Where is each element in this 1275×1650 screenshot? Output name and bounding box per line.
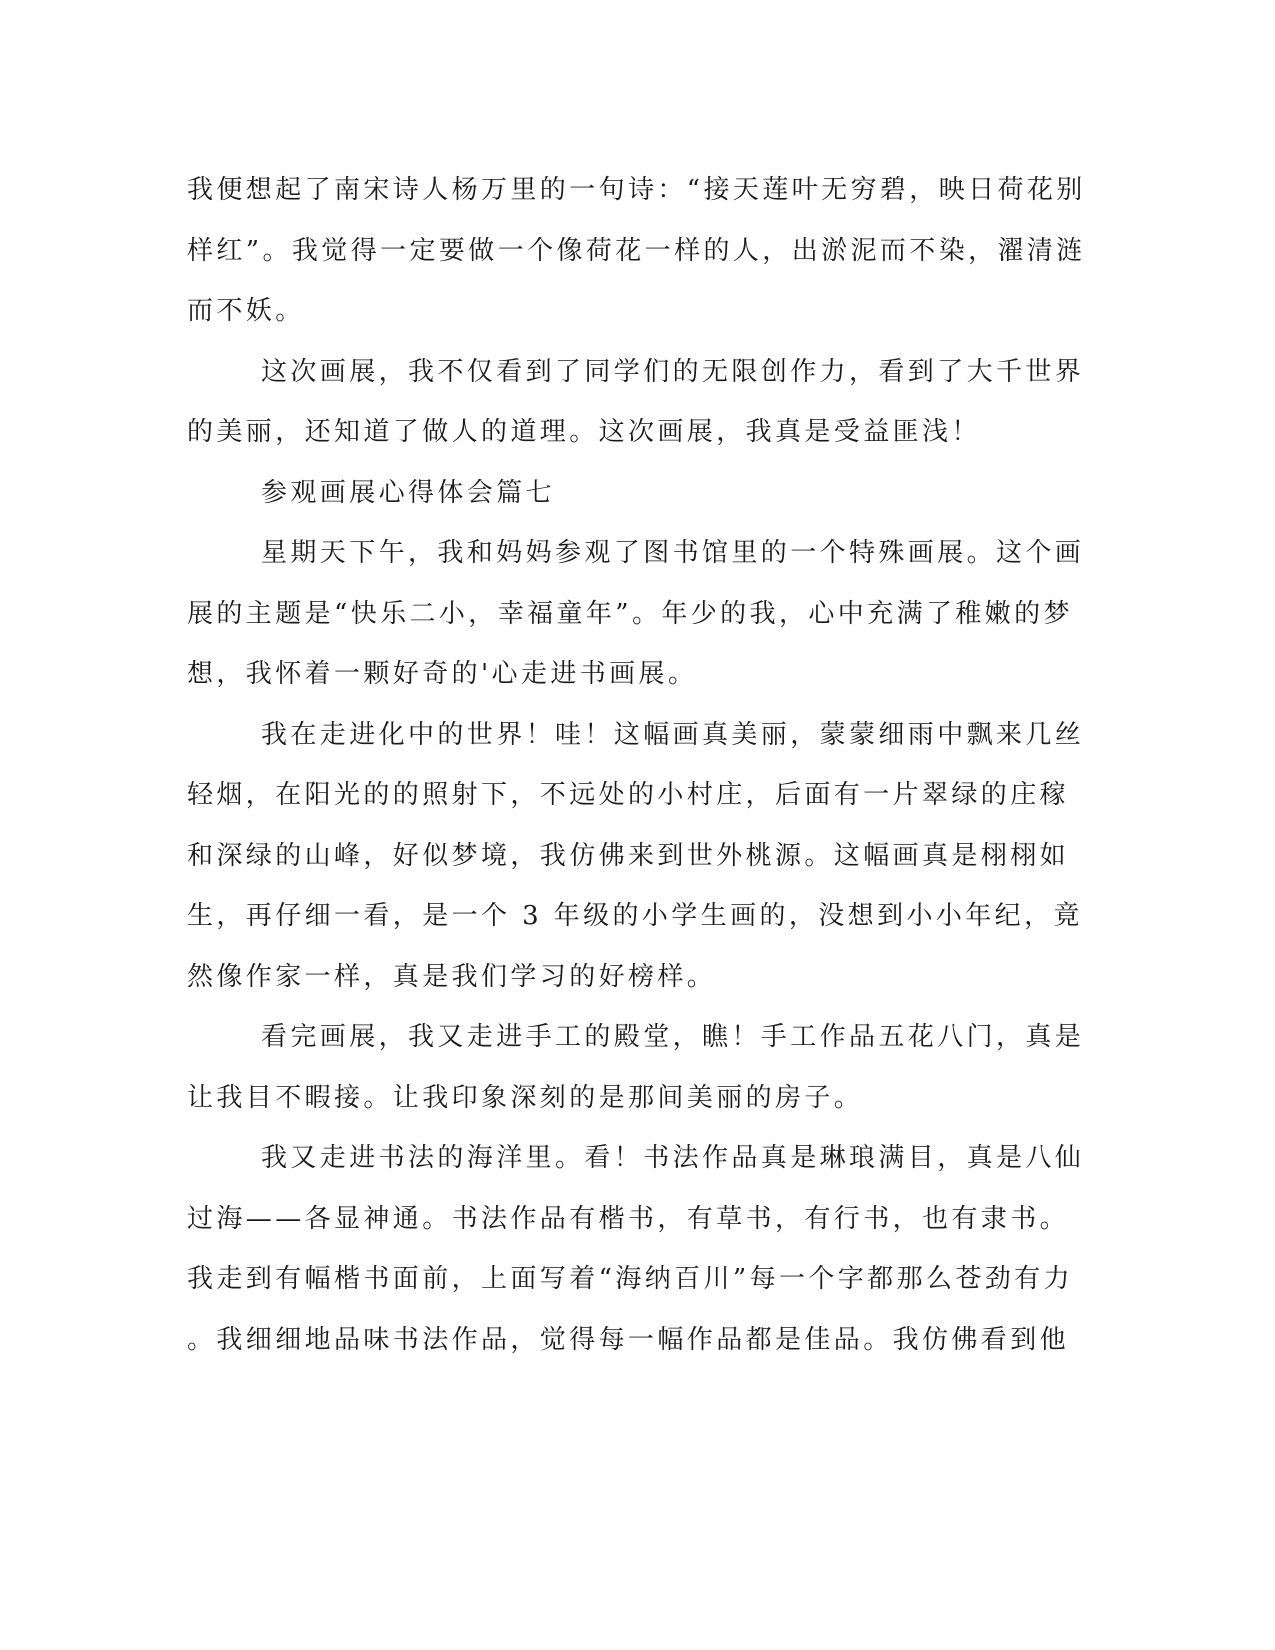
text-line: 轻烟，在阳光的的照射下，不远处的小村庄，后面有一片翠绿的庄稼: [187, 780, 1070, 810]
text-line: 样红”。我觉得一定要做一个像荷花一样的人，出淤泥而不染，濯清涟: [187, 235, 1086, 266]
text-line: 我又走进书法的海洋里。看！书法作品真是琳琅满目，真是八仙: [261, 1143, 1085, 1173]
text-line: 看完画展，我又走进手工的殿堂，瞧！手工作品五花八门，真是: [261, 1022, 1085, 1052]
text-line: 我便想起了南宋诗人杨万里的一句诗：“接天莲叶无穷碧，映日荷花别: [187, 175, 1086, 205]
text-line: 过海——各显神通。书法作品有楷书，有草书，有行书，也有隶书。: [187, 1203, 1070, 1234]
text-line: 的美丽，还知道了做人的道理。这次画展，我真是受益匪浅！: [187, 417, 981, 447]
section-heading: 参观画展心得体会篇七: [261, 477, 556, 508]
text-line: 让我目不暇接。让我印象深刻的是那间美丽的房子。: [187, 1082, 864, 1113]
text-line: 生，再仔细一看，是一个 3 年级的小学生画的，没想到小小年纪，竟: [187, 901, 1083, 931]
text-line: 然像作家一样，真是我们学习的好榜样。: [187, 961, 717, 992]
text-line: 想，我怀着一颗好奇的'心走进书画展。: [187, 659, 698, 689]
text-line: 我走到有幅楷书面前，上面写着“海纳百川”每一个字都那么苍劲有力: [187, 1264, 1073, 1294]
text-line: 展的主题是“快乐二小，幸福童年”。年少的我，心中充满了稚嫩的梦: [187, 598, 1073, 629]
text-line: 我在走进化中的世界！哇！这幅画真美丽，蒙蒙细雨中飘来几丝: [261, 719, 1085, 750]
text-line: 和深绿的山峰，好似梦境，我仿佛来到世外桃源。这幅画真是栩栩如: [187, 840, 1070, 871]
text-line: 这次画展，我不仅看到了同学们的无限创作力，看到了大千世界: [261, 356, 1085, 387]
text-line: 而不妖。: [187, 296, 305, 326]
text-line: 星期天下午，我和妈妈参观了图书馆里的一个特殊画展。这个画: [261, 538, 1085, 568]
body-text: [187, 160, 1086, 1370]
text-line: 。我细细地品味书法作品，觉得每一幅作品都是佳品。我仿佛看到他: [187, 1324, 1070, 1355]
